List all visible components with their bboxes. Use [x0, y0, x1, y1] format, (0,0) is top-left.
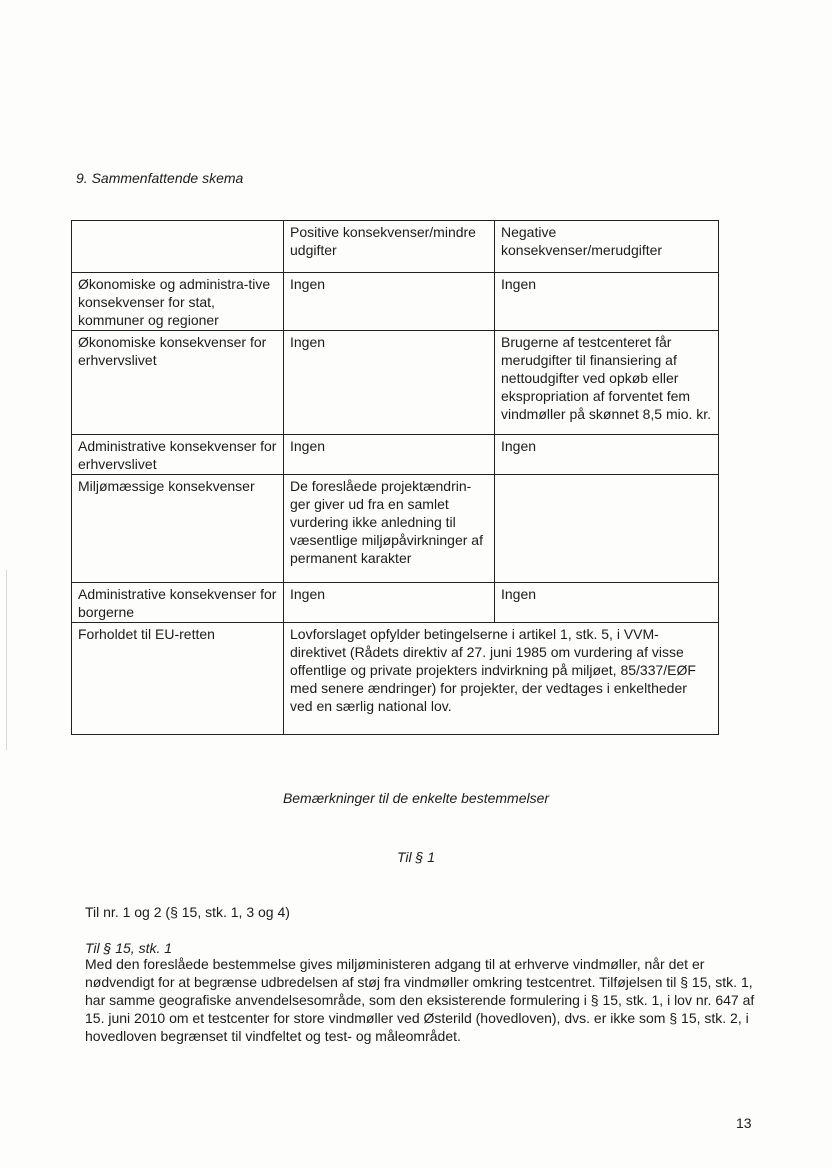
body-paragraph: Med den foreslåede bestemmelse gives miljøministeren adgang til at erhverve vindmøller, når det er nødvendigt for at begrænse udbredelsen af støj fra vindmøller omkring testcentret. Tilføjelsen til § 15, stk. 1, har samme geografiske anvendelsesområde, som den eksisterende formulering i § 15, stk. 1, i lov nr. 647 af 15. juni 2010 om et testcenter for store vindmøller ved Østerild (hovedloven), dvs. er ikke som § 15, stk. 2, i hovedloven begrænset til vindfeltet og test- og måleområdet. [85, 956, 755, 1044]
row-positive: Ingen [284, 435, 495, 475]
row-label: Miljømæssige konsekvenser [72, 475, 284, 583]
row-negative: Ingen [495, 435, 719, 475]
row-label: Administrative konsekvenser for erhvervslivet [72, 435, 284, 475]
row-label: Forholdet til EU-retten [72, 623, 284, 735]
table-row-eu [72, 623, 719, 735]
row-label: Økonomiske og administra-tive konsekvenser for stat, kommuner og regioner [72, 273, 284, 331]
section-heading: 9. Sammenfattende skema [76, 170, 244, 186]
table-header-row [72, 221, 719, 273]
header-cell-negative: Negative konsekvenser/merudgifter [495, 221, 719, 273]
row-positive: Ingen [284, 331, 495, 435]
header-cell-positive: Positive konsekvenser/mindre udgifter [284, 221, 495, 273]
table-row [72, 475, 719, 583]
row-eu-text: Lovforslaget opfylder betingelserne i artikel 1, stk. 5, i VVM-direktivet (Rådets direktiv af 27. juni 1985 om vurdering af visse offentlige og private projekters indvirkning på miljøet, 85/337/EØF med senere ændringer) for projekter, der vedtages i enkeltheder ved en særlig national lov. [284, 623, 719, 735]
sub-heading: Til § 15, stk. 1 [85, 940, 173, 956]
row-label: Administrative konsekvenser for borgerne [72, 583, 284, 623]
row-positive: De foreslåede projektændrin-ger giver ud fra en samlet vurdering ikke anledning til væsentlige miljøpåvirkninger af permanent karakter [284, 475, 495, 583]
table-row [72, 583, 719, 623]
row-negative: Ingen [495, 273, 719, 331]
paragraph-title: Til § 1 [396, 849, 435, 865]
scan-margin-line [6, 570, 7, 750]
summary-table [71, 220, 719, 735]
row-positive: Ingen [284, 583, 495, 623]
table-row [72, 435, 719, 475]
row-negative: Brugerne af testcenteret får merudgifter til finansiering af nettoudgifter ved opkøb eller ekspropriation af forventet fem vindmøller på skønnet 8,5 mio. kr. [495, 331, 719, 435]
header-cell-empty [72, 221, 284, 273]
row-label: Økonomiske konsekvenser for erhvervslivet [72, 331, 284, 435]
row-negative [495, 475, 719, 583]
nr-line: Til nr. 1 og 2 (§ 15, stk. 1, 3 og 4) [85, 904, 290, 920]
page-number: 13 [736, 1115, 752, 1131]
table-row [72, 331, 719, 435]
remarks-title: Bemærkninger til de enkelte bestemmelser [282, 790, 550, 806]
row-positive: Ingen [284, 273, 495, 331]
row-negative: Ingen [495, 583, 719, 623]
table-row [72, 273, 719, 331]
